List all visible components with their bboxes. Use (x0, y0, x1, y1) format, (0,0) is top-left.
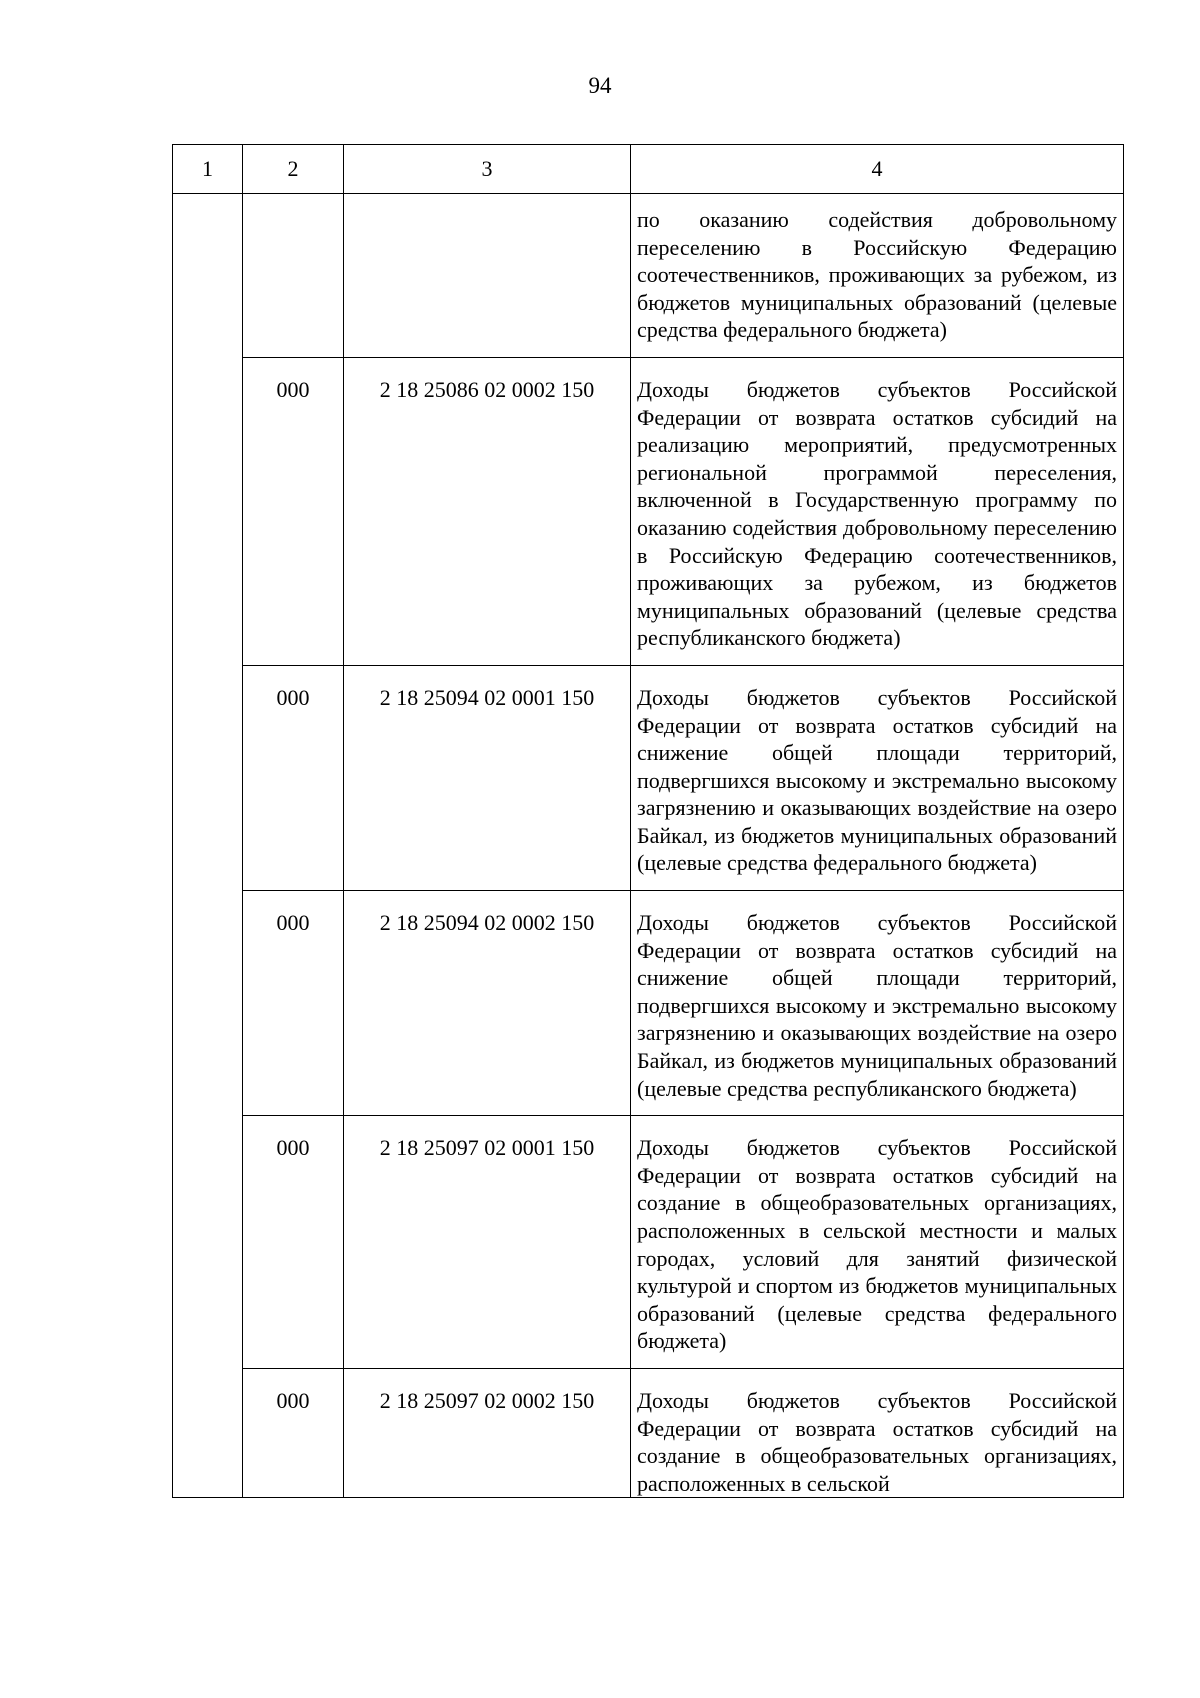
admin-code-cell: 000 (243, 665, 344, 890)
admin-code-cell: 000 (243, 1368, 344, 1497)
budget-code-cell: 2 18 25097 02 0002 150 (344, 1368, 631, 1497)
budget-code-cell: 2 18 25094 02 0001 150 (344, 665, 631, 890)
column-header-2: 2 (243, 145, 344, 194)
admin-code-cell: 000 (243, 357, 344, 665)
admin-code-cell: 000 (243, 1116, 344, 1369)
column-1-cell (173, 194, 243, 1498)
budget-classification-table (172, 144, 1124, 1498)
table-row (173, 194, 1124, 358)
description-cell: Доходы бюджетов субъектов Российской Федерации от возврата остатков субсидий на создание в общеобразовательных организациях, расположенных в сельской местности и малых городах, условий для занятий физической культурой и спортом из бюджетов муниципальных образований (целевые средства федерального бюджета) (631, 1116, 1124, 1369)
column-header-1: 1 (173, 145, 243, 194)
table-row (173, 891, 1124, 1116)
description-cell: по оказанию содействия добровольному переселению в Российскую Федерацию соотечественников, проживающих за рубежом, из бюджетов муниципальных образований (целевые средства федерального бюджета) (631, 194, 1124, 358)
budget-code-cell: 2 18 25086 02 0002 150 (344, 357, 631, 665)
table-body (173, 145, 1124, 1498)
budget-code-cell: 2 18 25097 02 0001 150 (344, 1116, 631, 1369)
column-header-3: 3 (344, 145, 631, 194)
table-row (173, 665, 1124, 890)
description-cell: Доходы бюджетов субъектов Российской Федерации от возврата остатков субсидий на снижение общей площади территорий, подвергшихся высокому и экстремально высокому загрязнению и оказывающих воздействие на озеро Байкал, из бюджетов муниципальных образований (целевые средства республиканского бюджета) (631, 891, 1124, 1116)
admin-code-cell: 000 (243, 891, 344, 1116)
table-row (173, 1116, 1124, 1369)
description-cell: Доходы бюджетов субъектов Российской Федерации от возврата остатков субсидий на реализацию мероприятий, предусмотренных региональной программой переселения, включенной в Государственную программу по оказанию содействия добровольному переселению в Российскую Федерацию соотечественников, проживающих за рубежом, из бюджетов муниципальных образований (целевые средства республиканского бюджета) (631, 357, 1124, 665)
admin-code-cell (243, 194, 344, 358)
column-header-4: 4 (631, 145, 1124, 194)
budget-code-cell: 2 18 25094 02 0002 150 (344, 891, 631, 1116)
table-row (173, 1368, 1124, 1497)
description-cell: Доходы бюджетов субъектов Российской Федерации от возврата остатков субсидий на создание в общеобразовательных организациях, расположенных в сельской (631, 1368, 1124, 1497)
description-cell: Доходы бюджетов субъектов Российской Федерации от возврата остатков субсидий на снижение общей площади территорий, подвергшихся высокому и экстремально высокому загрязнению и оказывающих воздействие на озеро Байкал, из бюджетов муниципальных образований (целевые средства федерального бюджета) (631, 665, 1124, 890)
page-number: 94 (588, 73, 612, 98)
table-row (173, 357, 1124, 665)
table-header-row (173, 145, 1124, 194)
budget-code-cell (344, 194, 631, 358)
